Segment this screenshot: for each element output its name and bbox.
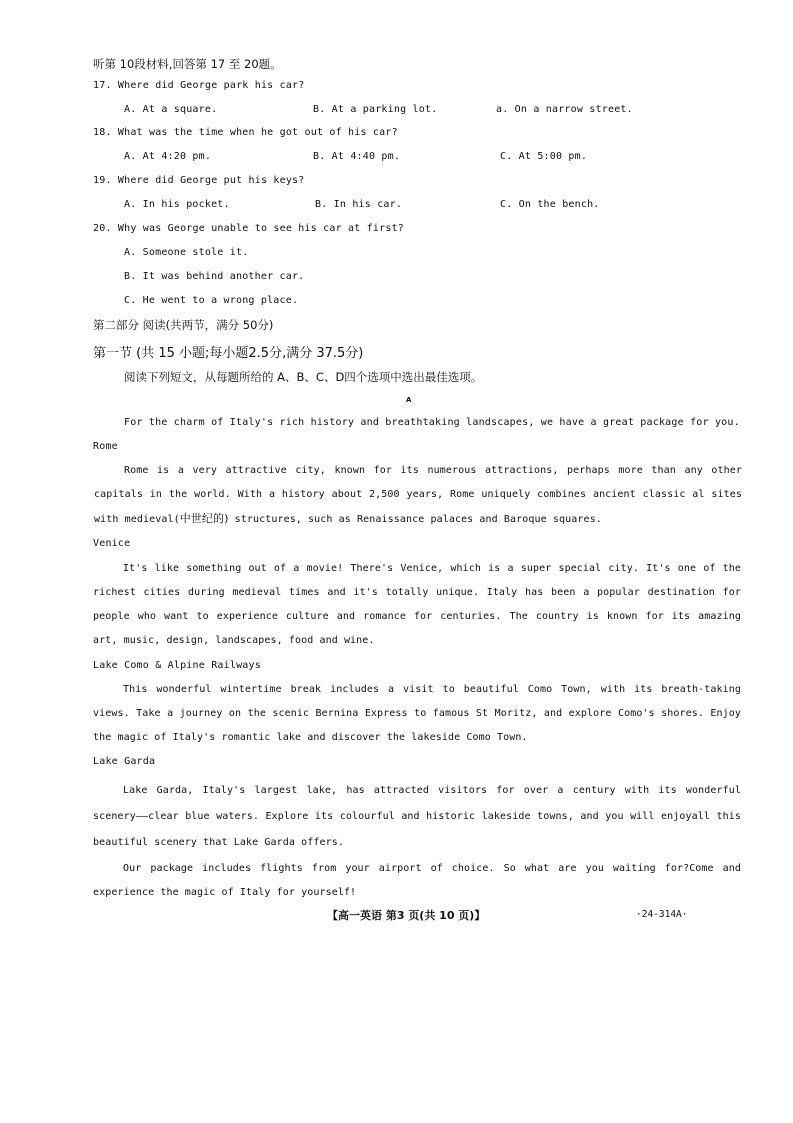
rome-text-2: structures, such as Renaissance palaces and Baroque squares. xyxy=(228,514,602,525)
question-18-option-a: A. At 4:20 pm. xyxy=(124,151,212,162)
question-17-stem: 17. Where did George park his car? xyxy=(93,80,305,91)
question-20-option-a: A. Someone stole it. xyxy=(124,247,249,258)
question-20-option-b: B. It was behind another car. xyxy=(124,271,305,282)
question-18-stem: 18. What was the time when he got out of his car? xyxy=(93,127,398,138)
question-18-option-c: C. At 5:00 pm. xyxy=(500,151,588,162)
rome-text-cn: 中世纪的) xyxy=(179,512,229,525)
question-19-option-b: B. In his car. xyxy=(315,199,403,210)
question-17-option-c: a. On a narrow street. xyxy=(496,104,633,115)
question-17-option-a: A. At a square. xyxy=(124,104,218,115)
venice-heading: Venice xyxy=(93,538,131,549)
footer-code: ·24-314A· xyxy=(636,909,688,920)
question-18-option-b: B. At 4:40 pm. xyxy=(313,151,401,162)
como-paragraph: This wonderful wintertime break includes a visit to beautiful Como Town, with its breath-taking views. Take a journey on the scenic Bernina Express to famous St Moritz, and explore Como's shores. Enjoy the magic of Italy's romantic lake and discover the lakeside Como Town. xyxy=(93,684,741,743)
venice-paragraph: It's like something out of a movie! There's Venice, which is a super special city. It's one of the richest cities during medieval times and it's totally unique. Italy has been a popular destination for people who want to experience culture and romance for centuries. The country is known for its amazing art, music, design, landscapes, food and wine. xyxy=(93,563,741,646)
rome-heading: Rome xyxy=(93,441,118,452)
question-19-option-a: A. In his pocket. xyxy=(124,199,230,210)
garda-paragraph: Lake Garda, Italy's largest lake, has attracted visitors for over a century with its wonderful scenery——clear blue waters. Explore its colourful and historic lakeside towns, and you will enjoyall this beautiful scenery that Lake Garda offers. xyxy=(93,785,741,848)
question-19-stem: 19. Where did George put his keys? xyxy=(93,175,305,186)
section-one-title: 第一节 (共 15 小题;每小题2.5分,满分 37.5分) xyxy=(93,346,364,361)
rome-text-1: Rome is a very attractive city, known for its numerous attractions, perhaps more than any other capitals in the world. With a history about 2,500 years, Rome uniquely combines ancient classic al sites with medieval( xyxy=(94,465,742,525)
garda-heading: Lake Garda xyxy=(93,756,156,767)
listening-instruction: 听第 10段材料,回答第 17 至 20题。 xyxy=(93,57,282,71)
passage-label: A xyxy=(406,396,412,404)
passage-intro: For the charm of Italy's rich history and breathtaking landscapes, we have a great package for you. xyxy=(124,417,740,428)
question-19-option-c: C. On the bench. xyxy=(500,199,600,210)
rome-paragraph xyxy=(94,459,742,532)
question-20-stem: 20. Why was George unable to see his car at first? xyxy=(93,223,405,234)
question-20-option-c: C. He went to a wrong place. xyxy=(124,295,299,306)
como-heading: Lake Como & Alpine Railways xyxy=(93,660,261,671)
reading-instruction: 阅读下列短文，从每题所给的 A、B、C、D四个选项中选出最佳选项。 xyxy=(124,370,483,384)
closing-paragraph: Our package includes flights from your airport of choice. So what are you waiting for?Come and experience the magic of Italy for yourself! xyxy=(93,863,741,898)
question-17-option-b: B. At a parking lot. xyxy=(313,104,438,115)
part-two-title: 第二部分 阅读(共两节，满分 50分) xyxy=(93,318,274,332)
footer-page-label: 【高一英语 第3 页(共 10 页)】 xyxy=(327,909,486,922)
